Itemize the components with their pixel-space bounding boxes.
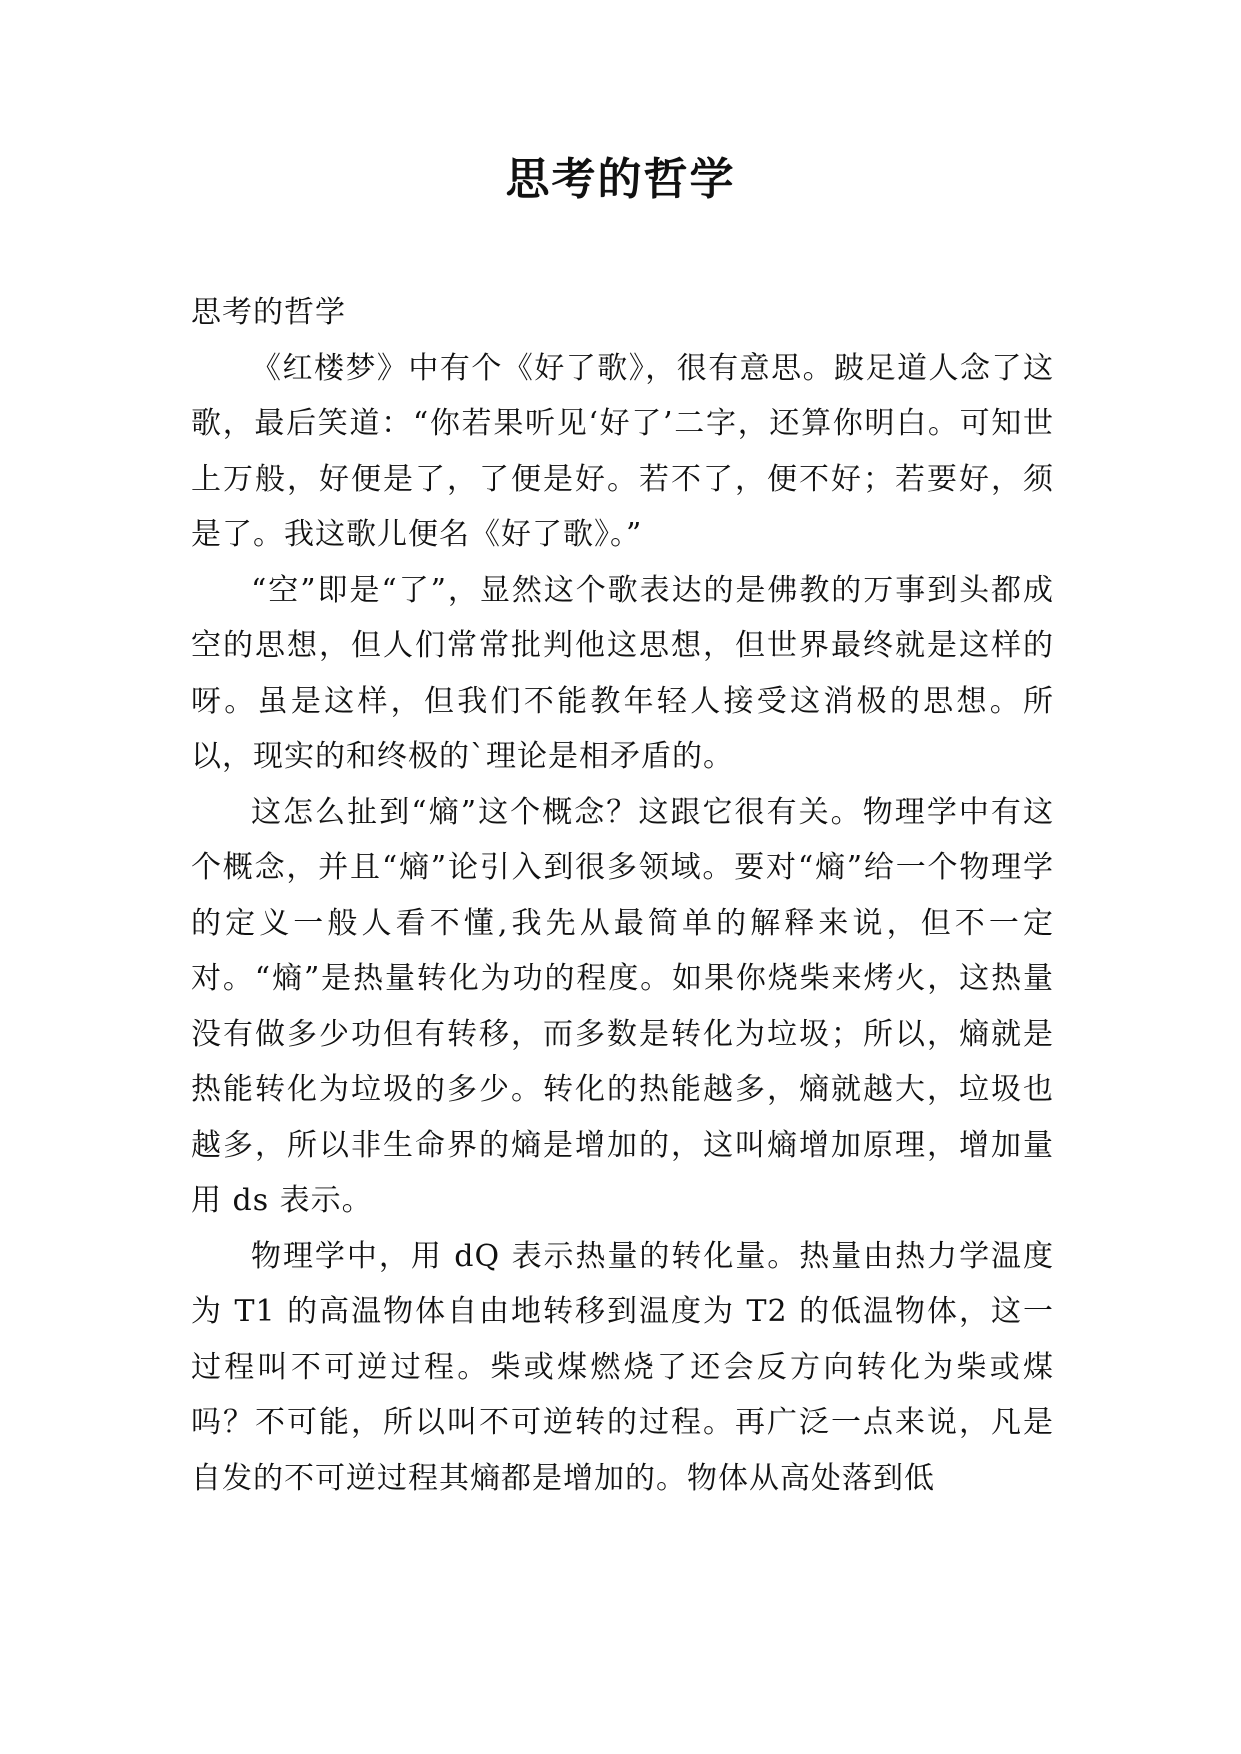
paragraph-2: “空”即是“了”，显然这个歌表达的是佛教的万事到头都成空的思想，但人们常常批判他这思想，但世界最终就是这样的呀。虽是这样，但我们不能教年轻人接受这消极的思想。所以，现实的和终极的`理论是相矛盾的。 — [191, 572, 1054, 774]
document-body — [191, 285, 1054, 1506]
subheading: 思考的哲学 — [191, 295, 346, 330]
page-title: 思考的哲学 — [505, 154, 736, 205]
paragraph-1: 《红楼梦》中有个《好了歌》，很有意思。跛足道人念了这歌，最后笑道：“你若果听见‘好了’二字，还算你明白。可知世上万般，好便是了，了便是好。若不了，便不好；若要好，须是了。我这歌儿便名《好了歌》。” — [191, 350, 1054, 552]
paragraph-4: 物理学中，用 dQ 表示热量的转化量。热量由热力学温度为 T1 的高温物体自由地转移到温度为 T2 的低温物体，这一过程叫不可逆过程。柴或煤燃烧了还会反方向转化为柴或煤吗？不可能，所以叫不可逆转的过程。再广泛一点来说，凡是自发的不可逆过程其熵都是增加的。物体从高处落到低 — [191, 1238, 1054, 1496]
paragraph-3: 这怎么扯到“熵”这个概念？这跟它很有关。物理学中有这个概念，并且“熵”论引入到很多领域。要对“熵”给一个物理学的定义一般人看不懂,我先从最简单的解释来说，但不一定对。“熵”是热量转化为功的程度。如果你烧柴来烤火，这热量没有做多少功但有转移，而多数是转化为垃圾；所以，熵就是热能转化为垃圾的多少。转化的热能越多，熵就越大，垃圾也越多，所以非生命界的熵是增加的，这叫熵增加原理，增加量用 ds 表示。 — [191, 794, 1054, 1218]
